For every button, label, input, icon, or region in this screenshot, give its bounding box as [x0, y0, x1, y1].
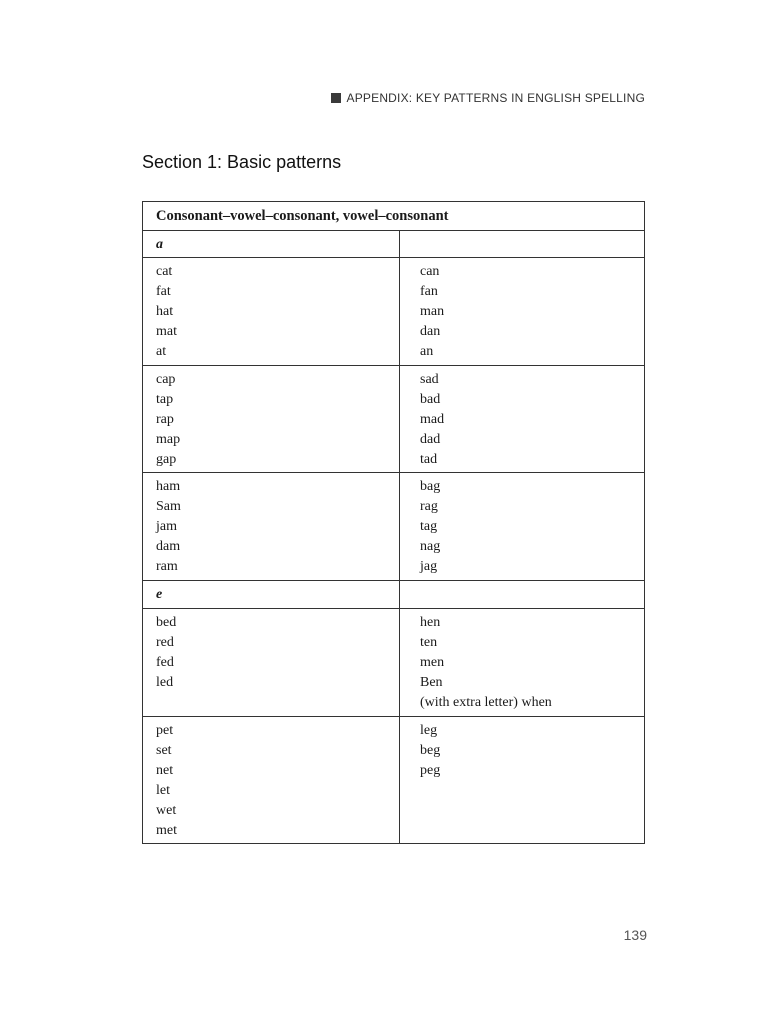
word-list-left [143, 609, 400, 716]
word: bag [420, 479, 441, 494]
word: rag [420, 499, 438, 514]
word: at [156, 344, 167, 359]
word: man [420, 304, 445, 319]
word-group-row [143, 365, 644, 472]
word: ram [156, 559, 178, 574]
word: bed [156, 615, 177, 630]
word: fed [156, 655, 174, 670]
word: sad [420, 372, 439, 387]
word-group-row [143, 608, 644, 716]
word: tag [420, 519, 438, 534]
page-number: 139 [623, 927, 647, 943]
word: men [420, 655, 445, 670]
word: an [420, 344, 434, 359]
word: tad [420, 452, 438, 467]
word-group-row [143, 716, 644, 843]
word: ten [420, 635, 438, 650]
vowel-header-e [143, 580, 644, 608]
word: ham [156, 479, 181, 494]
word: net [156, 763, 174, 778]
word-list-right [400, 366, 644, 472]
word: mad [420, 412, 445, 427]
vowel-label: e [143, 581, 400, 608]
word: map [156, 432, 181, 447]
spelling-patterns-table [142, 201, 645, 844]
word: tap [156, 392, 174, 407]
word: let [156, 783, 170, 798]
word: set [156, 743, 172, 758]
word: dan [420, 324, 441, 339]
word-list-left [143, 473, 400, 580]
word: Ben [420, 675, 443, 690]
table-title: Consonant–vowel–consonant, vowel–consonant [156, 207, 449, 224]
word: jam [156, 519, 177, 534]
word: rap [156, 412, 174, 427]
word: (with extra letter) when [420, 695, 552, 710]
vowel-label: a [143, 231, 400, 257]
running-head [331, 91, 646, 105]
word-list-left [143, 717, 400, 843]
word-list-left [143, 366, 400, 472]
word: peg [420, 763, 441, 778]
word: pet [156, 723, 174, 738]
word: gap [156, 452, 177, 467]
word: fan [420, 284, 438, 299]
word-group-row [143, 472, 644, 580]
square-bullet-icon [331, 93, 341, 103]
word: leg [420, 723, 438, 738]
word: led [156, 675, 174, 690]
word: nag [420, 539, 441, 554]
word: cat [156, 264, 173, 279]
word: cap [156, 372, 176, 387]
word: beg [420, 743, 441, 758]
word-list-right [400, 717, 644, 843]
word-list-right [400, 609, 644, 716]
word: dam [156, 539, 181, 554]
word: hen [420, 615, 441, 630]
word-list-right [400, 258, 644, 365]
section-title: Section 1: Basic patterns [142, 152, 342, 172]
running-head-text: APPENDIX: KEY PATTERNS IN ENGLISH SPELLING [346, 91, 645, 105]
word: bad [420, 392, 441, 407]
vowel-header-a [143, 230, 644, 257]
word-group-row [143, 257, 644, 365]
word: mat [156, 324, 177, 339]
word: wet [156, 803, 177, 818]
word-list-right [400, 473, 644, 580]
word: met [156, 823, 177, 838]
table-title-row [143, 202, 644, 230]
word: red [156, 635, 174, 650]
word: Sam [156, 499, 181, 514]
word: jag [420, 559, 438, 574]
word: hat [156, 304, 174, 319]
word: dad [420, 432, 441, 447]
word: can [420, 264, 440, 279]
word-list-left [143, 258, 400, 365]
word: fat [156, 284, 171, 299]
